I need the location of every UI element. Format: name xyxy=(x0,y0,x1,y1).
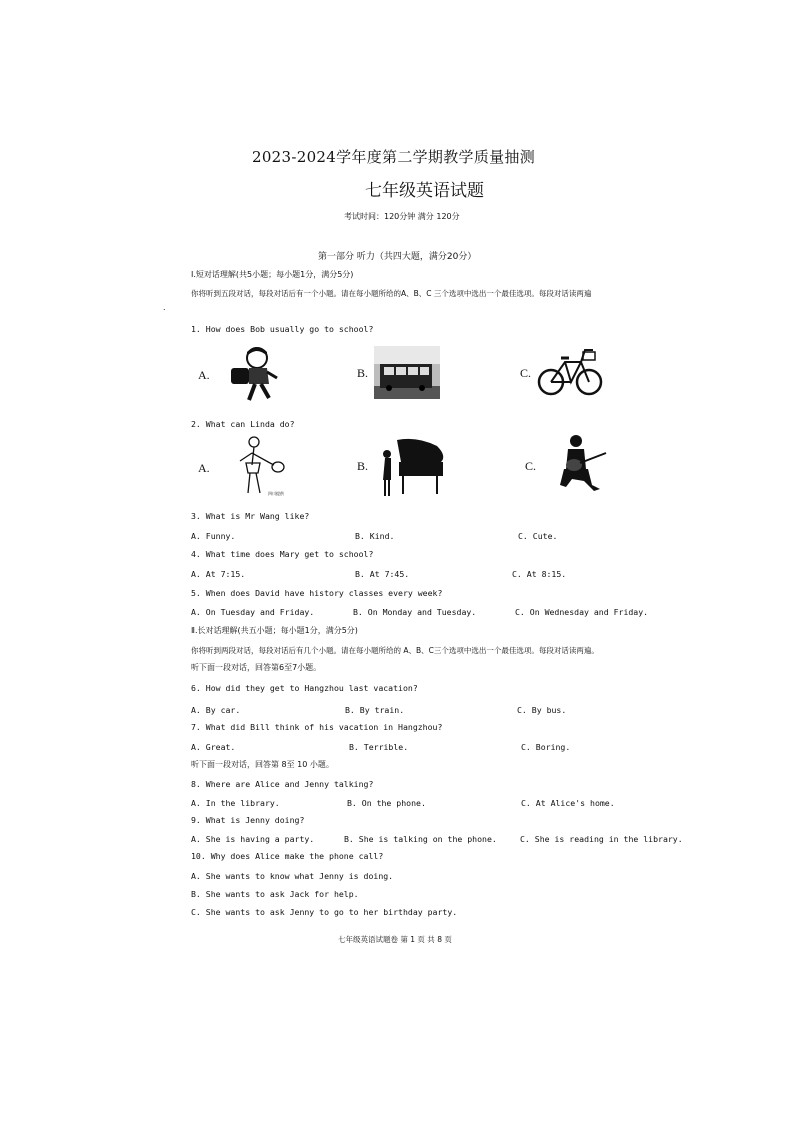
q8-option-c: C. At Alice's home. xyxy=(521,798,615,808)
q2-option-b-label: B. xyxy=(357,459,369,473)
page-footer: 七年级英语试题卷 第 1 页 共 8 页 xyxy=(338,935,452,944)
q7-option-c: C. Boring. xyxy=(521,742,571,752)
q9-option-c: C. She is reading in the library. xyxy=(520,834,683,844)
q1-option-b-label: B. xyxy=(357,366,369,380)
q6-option-b: B. By train. xyxy=(345,705,405,715)
image-caption: 四川提供 xyxy=(268,491,284,496)
q5-option-b: B. On Monday and Tuesday. xyxy=(353,607,477,617)
q3-option-b: B. Kind. xyxy=(355,531,395,541)
q10-option-c: C. She wants to ask Jenny to go to her birthday party. xyxy=(191,907,458,917)
section-2-title: Ⅱ.长对话理解(共五小题；每小题1分，满分5分) xyxy=(191,626,358,635)
q2-option-c-label: C. xyxy=(525,459,537,473)
q4-option-b: B. At 7:45. xyxy=(355,569,410,579)
q6-option-c: C. By bus. xyxy=(517,705,567,715)
q7-option-a: A. Great. xyxy=(191,742,236,752)
question-2: 2. What can Linda do? xyxy=(191,419,295,429)
section-2-instructions: 你将听到两段对话，每段对话后有几个小题。请在每小题所给的 A、B、C三个选项中选出一个最佳选项。每段对话读两遍。 xyxy=(191,646,599,655)
walking-child-icon xyxy=(225,346,280,402)
question-6: 6. How did they get to Hangzhou last vacation? xyxy=(191,683,418,693)
q7-option-b: B. Terrible. xyxy=(349,742,409,752)
q1-option-a-label: A. xyxy=(198,368,210,382)
exam-title: 2023-2024学年度第二学期教学质量抽测 xyxy=(252,148,536,166)
q5-option-a: A. On Tuesday and Friday. xyxy=(191,607,315,617)
question-8: 8. Where are Alice and Jenny talking? xyxy=(191,779,374,789)
question-1: 1. How does Bob usually go to school? xyxy=(191,324,374,334)
tennis-player-icon xyxy=(226,433,290,499)
exam-subtitle: 七年级英语试题 xyxy=(365,181,484,201)
question-7: 7. What did Bill think of his vacation in Hangzhou? xyxy=(191,722,443,732)
bus-icon xyxy=(374,346,440,399)
section-1-instructions: 你将听到五段对话，每段对话后有一个小题。请在每小题所给的A、B、C 三个选项中选出一个最佳选项。每段对话读两遍 xyxy=(191,289,592,298)
part-heading: 第一部分 听力（共四大题，满分20分） xyxy=(318,252,477,262)
section-2-sub2: 听下面一段对话，回答第 8至 10 小题。 xyxy=(191,760,334,769)
q8-option-b: B. On the phone. xyxy=(347,798,426,808)
section-1-title: Ⅰ.短对话理解(共5小题；每小题1分，满分5分) xyxy=(191,270,354,279)
q8-option-a: A. In the library. xyxy=(191,798,280,808)
q4-option-c: C. At 8:15. xyxy=(512,569,567,579)
q3-option-a: A. Funny. xyxy=(191,531,236,541)
q4-option-a: A. At 7:15. xyxy=(191,569,246,579)
q2-option-a-label: A. xyxy=(198,461,210,475)
stray-dot: . xyxy=(163,303,166,312)
q9-option-b: B. She is talking on the phone. xyxy=(344,834,497,844)
q1-option-c-label: C. xyxy=(520,366,532,380)
bicycle-icon xyxy=(537,346,605,398)
q9-option-a: A. She is having a party. xyxy=(191,834,315,844)
guitar-player-icon xyxy=(554,433,608,495)
piano-player-icon xyxy=(377,436,447,498)
q10-option-a: A. She wants to know what Jenny is doing. xyxy=(191,871,394,881)
q6-option-a: A. By car. xyxy=(191,705,241,715)
question-9: 9. What is Jenny doing? xyxy=(191,815,305,825)
q3-option-c: C. Cute. xyxy=(518,531,558,541)
question-3: 3. What is Mr Wang like? xyxy=(191,511,310,521)
question-5: 5. When does David have history classes every week? xyxy=(191,588,443,598)
exam-info: 考试时间：120分钟 满分 120分 xyxy=(344,212,460,221)
section-2-sub1: 听下面一段对话，回答第6至7小题。 xyxy=(191,663,322,672)
question-4: 4. What time does Mary get to school? xyxy=(191,549,374,559)
q10-option-b: B. She wants to ask Jack for help. xyxy=(191,889,359,899)
q5-option-c: C. On Wednesday and Friday. xyxy=(515,607,649,617)
question-10: 10. Why does Alice make the phone call? xyxy=(191,851,384,861)
